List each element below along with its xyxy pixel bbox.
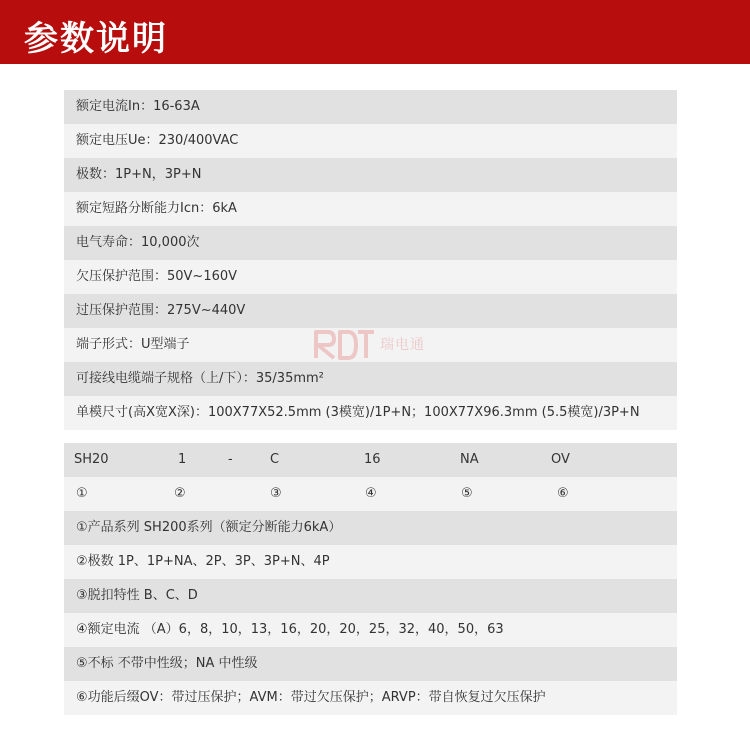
marker-3: ③	[270, 486, 282, 501]
marker-1: ①	[76, 486, 88, 501]
spec-table	[64, 90, 677, 430]
spec-row-rated-current: 额定电流In：16-63A	[64, 90, 677, 124]
desc-function-suffix: ⑥功能后缀OV：带过压保护；AVM：带过欠压保护；ARVP：带自恢复过欠压保护	[64, 681, 677, 715]
marker-2: ②	[174, 486, 186, 501]
watermark	[312, 326, 425, 362]
model-code-row	[64, 443, 677, 477]
marker-row	[64, 477, 677, 511]
desc-trip-curve: ③脱扣特性 B、C、D	[64, 579, 677, 613]
marker-4: ④	[365, 486, 377, 501]
code-rated-current: 16	[364, 452, 381, 467]
spec-row-rated-voltage: 额定电压Ue：230/400VAC	[64, 124, 677, 158]
spec-row-cable-spec: 可接线电缆端子规格（上/下）：35/35mm²	[64, 362, 677, 396]
spec-row-terminal-type: 端子形式：U型端子	[64, 328, 677, 362]
spec-row-dimensions: 单模尺寸(高X宽X深)：100X77X52.5mm (3模宽)/1P+N；100X77X96.3mm (5.5模宽)/3P+N	[64, 396, 677, 430]
desc-rated-current: ④额定电流 （A）6，8，10，13，16，20，20，25，32，40，50，63	[64, 613, 677, 647]
desc-product-series: ①产品系列 SH200系列（额定分断能力6kA）	[64, 511, 677, 545]
page-title: 参数说明	[24, 19, 168, 59]
code-neutral: NA	[460, 452, 479, 467]
code-trip-curve: C	[270, 452, 280, 467]
spec-row-breaking-capacity: 额定短路分断能力Icn：6kA	[64, 192, 677, 226]
spec-row-overvoltage-range: 过压保护范围：275V~440V	[64, 294, 677, 328]
desc-neutral: ⑤不标 不带中性级；NA 中性级	[64, 647, 677, 681]
model-code-table	[64, 443, 677, 715]
brand-logo-icon	[312, 328, 376, 360]
header-banner	[0, 0, 750, 64]
desc-poles: ②极数 1P、1P+NA、2P、3P、3P+N、4P	[64, 545, 677, 579]
code-poles: 1	[178, 452, 187, 467]
spec-row-undervoltage-range: 欠压保护范围：50V~160V	[64, 260, 677, 294]
marker-6: ⑥	[557, 486, 569, 501]
marker-5: ⑤	[461, 486, 473, 501]
code-series: SH20	[74, 452, 109, 467]
spec-row-electrical-life: 电气寿命：10,000次	[64, 226, 677, 260]
code-function-suffix: OV	[551, 452, 570, 467]
watermark-text: 瑞电通	[380, 337, 425, 353]
code-dash: -	[228, 452, 233, 467]
spec-row-poles: 极数：1P+N，3P+N	[64, 158, 677, 192]
